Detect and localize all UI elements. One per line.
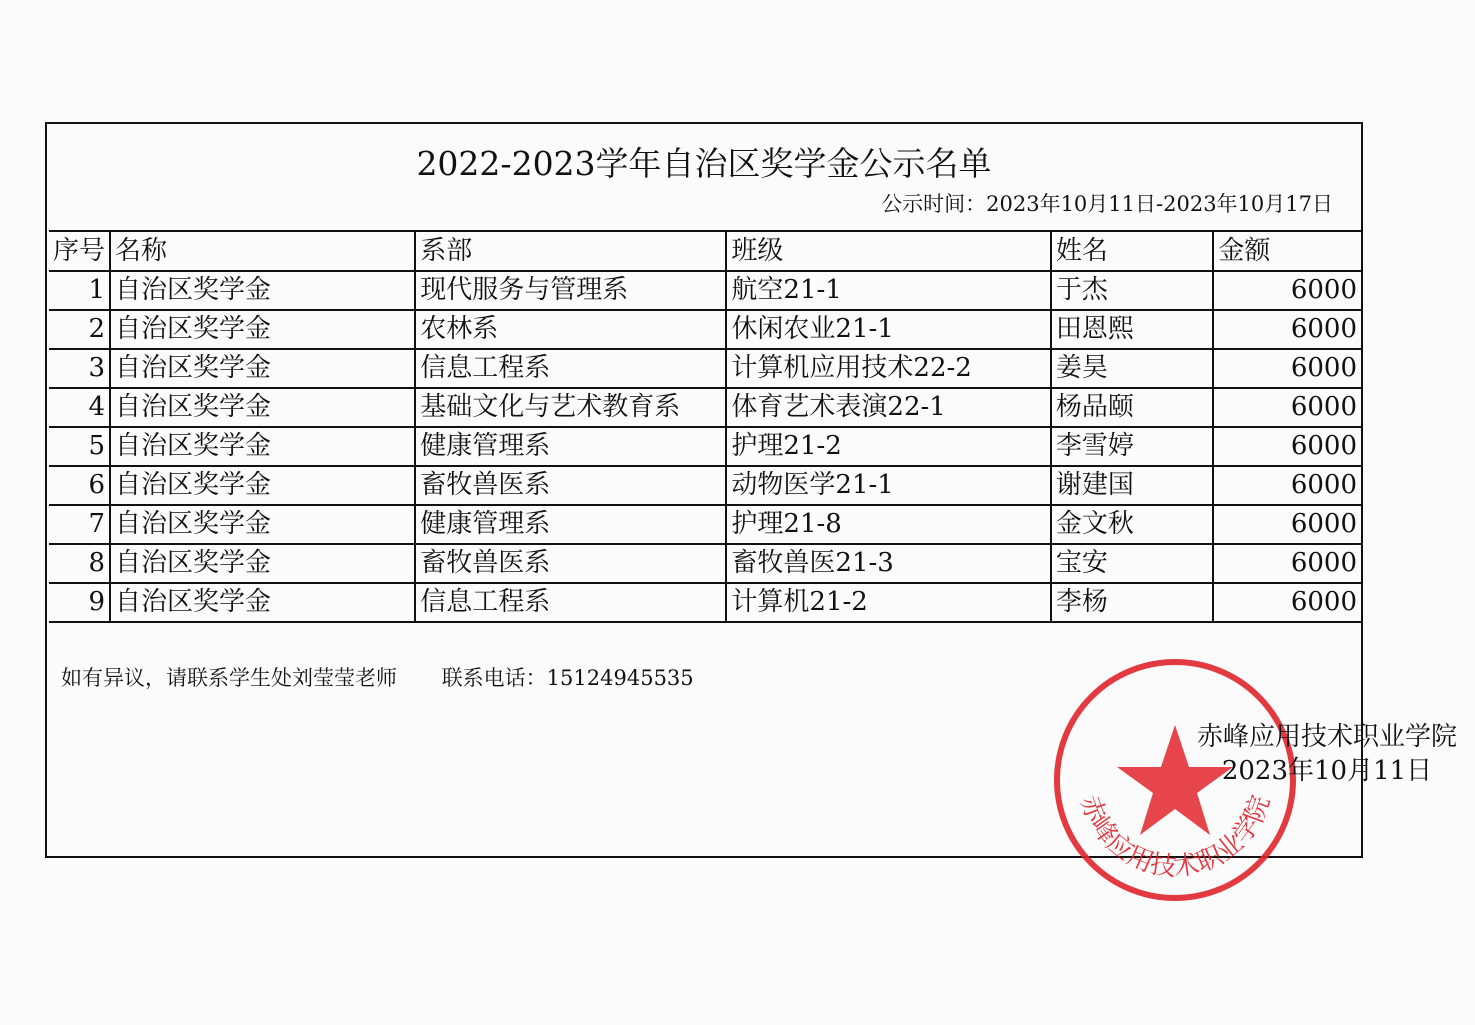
table-row xyxy=(49,310,1361,349)
amount: 6000 xyxy=(1213,310,1361,349)
row-index: 7 xyxy=(49,505,110,544)
amount: 6000 xyxy=(1213,427,1361,466)
student-name: 李杨 xyxy=(1051,583,1214,622)
scholarship-table xyxy=(49,230,1361,623)
table-row xyxy=(49,349,1361,388)
amount: 6000 xyxy=(1213,544,1361,583)
table-row xyxy=(49,271,1361,310)
objection-note: 如有异议，请联系学生处刘莹莹老师 xyxy=(61,666,397,690)
table-row xyxy=(49,427,1361,466)
scholarship-name: 自治区奖学金 xyxy=(110,544,415,583)
department: 畜牧兽医系 xyxy=(415,544,726,583)
publicity-period: 公示时间：2023年10月11日-2023年10月17日 xyxy=(881,192,1333,216)
header-name: 名称 xyxy=(110,231,415,271)
student-name: 于杰 xyxy=(1051,271,1214,310)
header-class: 班级 xyxy=(726,231,1051,271)
scholarship-name: 自治区奖学金 xyxy=(110,583,415,622)
class: 动物医学21-1 xyxy=(726,466,1051,505)
amount: 6000 xyxy=(1213,388,1361,427)
class: 畜牧兽医21-3 xyxy=(726,544,1051,583)
row-index: 2 xyxy=(49,310,110,349)
student-name: 李雪婷 xyxy=(1051,427,1214,466)
scholarship-name: 自治区奖学金 xyxy=(110,466,415,505)
department: 现代服务与管理系 xyxy=(415,271,726,310)
table-body xyxy=(49,271,1361,622)
department: 信息工程系 xyxy=(415,349,726,388)
class: 休闲农业21-1 xyxy=(726,310,1051,349)
header-student: 姓名 xyxy=(1051,231,1214,271)
signature-block xyxy=(1197,720,1457,788)
scholarship-name: 自治区奖学金 xyxy=(110,310,415,349)
student-name: 金文秋 xyxy=(1051,505,1214,544)
student-name: 田恩熙 xyxy=(1051,310,1214,349)
document-title: 2022-2023学年自治区奖学金公示名单 xyxy=(416,144,992,183)
signature-org: 赤峰应用技术职业学院 xyxy=(1196,722,1457,752)
student-name: 杨品颐 xyxy=(1051,388,1214,427)
amount: 6000 xyxy=(1213,583,1361,622)
table-row xyxy=(49,466,1361,505)
table-row xyxy=(49,388,1361,427)
table-header-row xyxy=(49,231,1361,271)
row-index: 3 xyxy=(49,349,110,388)
department: 畜牧兽医系 xyxy=(415,466,726,505)
department: 健康管理系 xyxy=(415,505,726,544)
student-name: 宝安 xyxy=(1051,544,1214,583)
seal-lettering: 赤峰应用技术职业学院 xyxy=(1073,791,1277,883)
scholarship-name: 自治区奖学金 xyxy=(110,427,415,466)
department: 健康管理系 xyxy=(415,427,726,466)
table-row xyxy=(49,544,1361,583)
header-amount: 金额 xyxy=(1213,231,1361,271)
student-name: 姜昊 xyxy=(1051,349,1214,388)
department: 基础文化与艺术教育系 xyxy=(415,388,726,427)
amount: 6000 xyxy=(1213,466,1361,505)
department: 信息工程系 xyxy=(415,583,726,622)
class: 护理21-8 xyxy=(726,505,1051,544)
department: 农林系 xyxy=(415,310,726,349)
row-index: 4 xyxy=(49,388,110,427)
amount: 6000 xyxy=(1213,271,1361,310)
table-row xyxy=(49,505,1361,544)
row-index: 5 xyxy=(49,427,110,466)
class: 护理21-2 xyxy=(726,427,1051,466)
header-department: 系部 xyxy=(415,231,726,271)
row-index: 9 xyxy=(49,583,110,622)
class: 计算机应用技术22-2 xyxy=(726,349,1051,388)
class: 航空21-1 xyxy=(726,271,1051,310)
header-index: 序号 xyxy=(49,231,110,271)
contact-info xyxy=(61,662,732,692)
class: 计算机21-2 xyxy=(726,583,1051,622)
amount: 6000 xyxy=(1213,349,1361,388)
class: 体育艺术表演22-1 xyxy=(726,388,1051,427)
scholarship-name: 自治区奖学金 xyxy=(110,349,415,388)
row-index: 6 xyxy=(49,466,110,505)
table-row xyxy=(49,583,1361,622)
scholarship-name: 自治区奖学金 xyxy=(110,388,415,427)
signature-date: 2023年10月11日 xyxy=(1221,756,1433,786)
amount: 6000 xyxy=(1213,505,1361,544)
row-index: 8 xyxy=(49,544,110,583)
scholarship-name: 自治区奖学金 xyxy=(110,271,415,310)
student-name: 谢建国 xyxy=(1051,466,1214,505)
contact-phone: 联系电话：15124945535 xyxy=(441,666,694,690)
scholarship-name: 自治区奖学金 xyxy=(110,505,415,544)
row-index: 1 xyxy=(49,271,110,310)
